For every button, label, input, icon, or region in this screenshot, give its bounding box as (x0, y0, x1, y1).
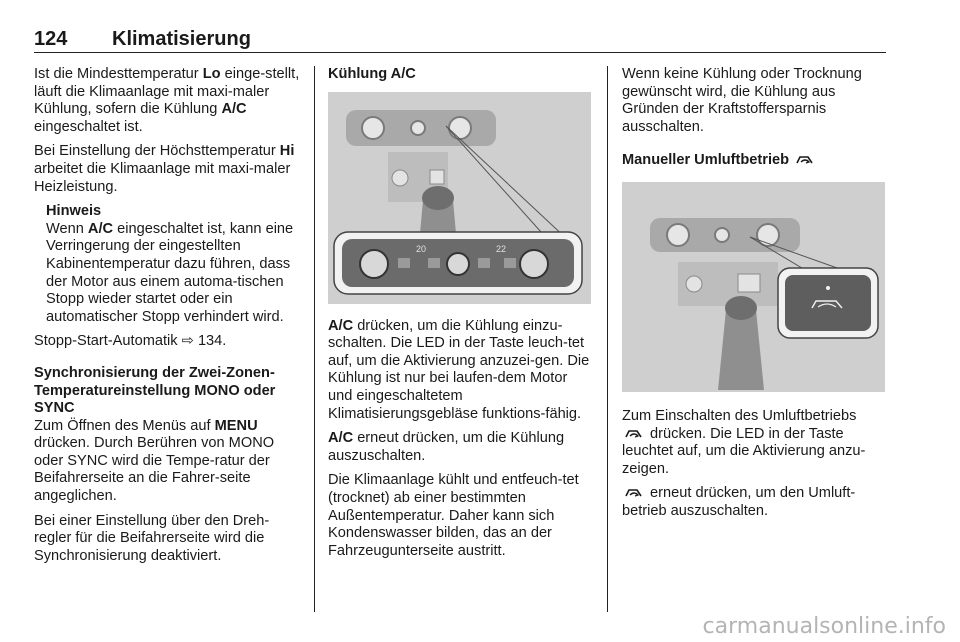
paragraph-menu: Zum Öffnen des Menüs auf MENU drücken. Durch Berühren von MONO oder SYNC wird die Tempe-ratur der Beifahrerseite an die Fahrer-seite angeglichen. (34, 417, 275, 505)
section-heading-sync: Synchronisierung der Zwei-Zonen-Temperatureinstellung MONO oder SYNC (34, 364, 276, 417)
note-text: Wenn A/C eingeschaltet ist, kann eine Verringerung der eingestellten Kabinentemperatur dazu führen, dass der Motor aus einem automa-tischen Stopp wieder startet oder ein automatischer Stopp verhindert wird. (46, 220, 294, 325)
note-box (46, 203, 302, 326)
paragraph-hi: Bei Einstellung der Höchsttemperatur Hi arbeitet die Klimaanlage mit maxi-maler Heizleistung. (34, 143, 295, 195)
svg-text:20: 20 (416, 243, 427, 254)
svg-text:22: 22 (496, 243, 507, 254)
paragraph-ac-on: A/C drücken, um die Kühlung einzu-schalten. Die LED in der Taste leuch-tet auf, um die Aktivierung anzuzei-gen. Die Kühlung ist nur bei laufen-dem Motor und eingeschaltetem Klimatisierungsgebläse funktions-fähig. (328, 317, 590, 422)
column-left (34, 66, 302, 572)
column-divider (607, 66, 608, 612)
paragraph-sync-off: Bei einer Einstellung über den Dreh-regler für die Beifahrerseite wird die Synchronisierung deaktiviert. (34, 512, 270, 564)
note-title: Hinweis (46, 203, 102, 220)
paragraph-lo: Ist die Mindesttemperatur Lo einge-stellt, läuft die Klimaanlage mit maxi-maler Kühlung, sofern die Kühlung A/C eingeschaltet ist. (34, 66, 300, 135)
paragraph-recirc-off: erneut drücken, um den Umluft-betrieb auszuschalten. (622, 485, 856, 519)
paragraph-ac-off: A/C erneut drücken, um die Kühlung auszuschalten. (328, 430, 565, 464)
page-number: 124 (34, 28, 68, 50)
page-title: Klimatisierung (112, 28, 251, 50)
section-heading-cooling: Kühlung A/C (328, 66, 416, 82)
recirculation-icon (624, 487, 644, 499)
recirculation-icon (795, 154, 815, 166)
column-right (622, 66, 888, 528)
arrow-right-icon: ⇨ (181, 333, 194, 350)
page-header (34, 28, 886, 53)
column-middle (328, 66, 594, 567)
section-heading-recirculation: Manueller Umluftbetrieb (622, 152, 888, 170)
recirculation-icon (624, 428, 644, 440)
paragraph-fuel-saving: Wenn keine Kühlung oder Trocknung gewünscht wird, die Kühlung aus Gründen der Kraftstoffersparnis ausschalten. (622, 66, 862, 135)
watermark: carmanualsonline.info (702, 614, 946, 639)
recirculation-button-photo (622, 182, 885, 392)
climate-panel-photo (328, 92, 591, 304)
column-divider (314, 66, 315, 612)
paragraph-condensation: Die Klimaanlage kühlt und entfeuch-tet (trocknet) ab einer bestimmten Außentemperatur. Daher kann sich Kondenswasser bilden, das an der Fahrzeugunterseite austritt. (328, 472, 579, 559)
paragraph-recirc-on: Zum Einschalten des Umluftbetriebs drücken. Die LED in der Taste leuchtet auf, um die Aktivierung anzu-zeigen. (622, 407, 866, 477)
cross-reference[interactable]: Stopp-Start-Automatik ⇨ 134. (34, 333, 227, 350)
